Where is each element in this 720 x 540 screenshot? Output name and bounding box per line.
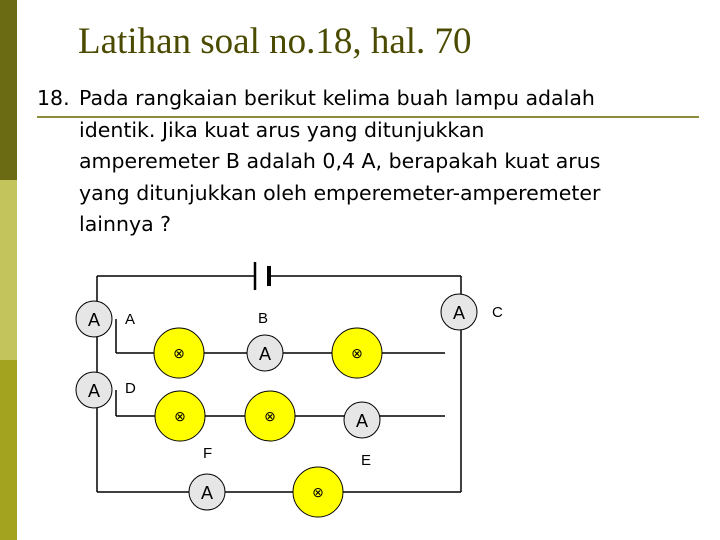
ammeter-symbol: A [452,303,466,323]
ammeter-symbol: A [355,411,369,431]
ammeter-symbol: A [87,381,101,401]
ammeter-icon [76,372,112,408]
svg-text:⊗: ⊗ [351,345,363,361]
svg-text:⊗: ⊗ [173,345,185,361]
lamp-2-icon [332,328,382,378]
question-line: yang ditunjukkan oleh emperemeter-amperemeter [79,180,601,205]
ammeter-symbol: A [258,344,272,364]
circuit-wires [97,276,461,492]
ammeter-icon [344,402,380,438]
slide-title: Latihan soal no.18, hal. 70 [78,21,472,62]
meter-label-a: A [125,311,136,328]
svg-text:⊗: ⊗ [174,408,186,424]
meter-label-f: F [203,445,213,462]
ammeter-icon [76,301,112,337]
ammeter-symbol: A [200,483,214,503]
question-line: amperemeter B adalah 0,4 A, berapakah kuat arus [79,149,601,173]
question-line: lainnya ? [79,212,172,236]
question-line: identik. Jika kuat arus yang ditunjukkan [79,117,485,142]
ammeter-icon [189,474,225,510]
meter-label-e: E [361,452,372,469]
lamp-3-icon [155,391,205,441]
meter-label-d: D [125,380,136,397]
question-number: 18. [37,86,70,110]
svg-text:⊗: ⊗ [312,484,324,500]
question-line: Pada rangkaian berikut kelima buah lampu adalah [79,86,595,110]
ammeter-symbol: A [87,310,101,330]
ammeter-icon [247,335,283,371]
ammeter-icon [441,294,477,330]
svg-text:⊗: ⊗ [264,408,276,424]
lamp-4-icon [245,391,295,441]
lamp-1-icon [154,328,204,378]
lamp-5-icon [293,467,343,517]
meter-label-c: C [492,304,503,321]
battery-icon [255,262,269,290]
meter-label-b: B [258,310,269,327]
